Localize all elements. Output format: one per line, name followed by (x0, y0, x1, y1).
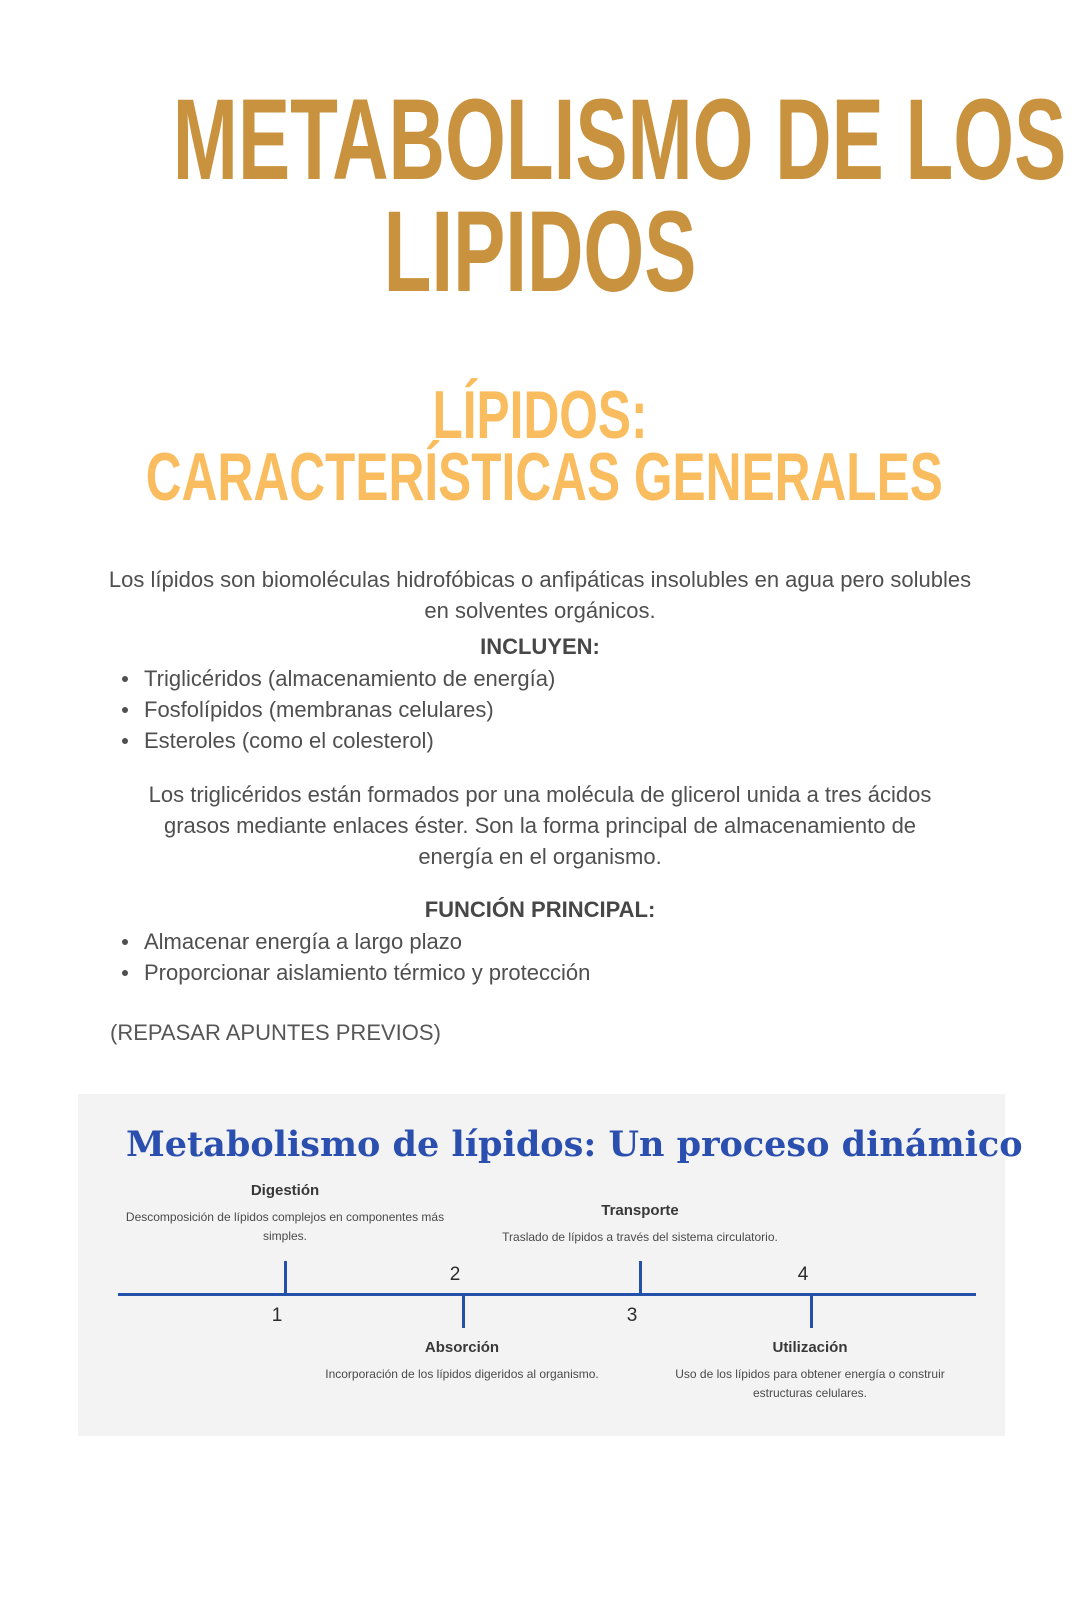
timeline-number-3: 3 (626, 1305, 638, 1326)
list-item-text: Fosfolípidos (membranas celulares) (144, 697, 494, 722)
timeline-tick-2 (462, 1296, 465, 1328)
stage-description: Incorporación de los lípidos digeridos al organismo. (325, 1367, 599, 1381)
stage-utilizacion (645, 1339, 975, 1403)
triglycerides-paragraph: Los triglicéridos están formados por una molécula de glicerol unida a tres ácidos grasos mediante enlaces éster. Son la forma principal de almacenamiento de energía en el organismo. (148, 782, 932, 869)
subtitle-line-2: CARACTERÍSTICAS GENERALES (145, 439, 943, 515)
figure-lipid-metabolism (78, 1094, 1023, 1436)
intro-paragraph: Los lípidos son biomoléculas hidrofóbicas o anfipáticas insolubles en agua pero solubles en solventes orgánicos. (108, 567, 972, 623)
main-title-line-1: METABOLISMO DE LOS (172, 76, 1067, 204)
stage-label: Absorción (424, 1339, 500, 1356)
includes-list (122, 664, 1080, 755)
timeline-number-1: 1 (271, 1305, 283, 1326)
timeline-tick-4 (810, 1296, 813, 1328)
stage-description: Descomposición de lípidos complejos en componentes más simples. (125, 1210, 445, 1243)
timeline-axis (118, 1293, 976, 1296)
stage-digestion (115, 1182, 455, 1246)
figure-title: Metabolismo de lípidos: Un proceso dinámico (126, 1124, 1023, 1165)
stage-transporte (410, 1202, 870, 1247)
main-title-line-2: LIPIDOS (383, 188, 697, 316)
list-item (122, 695, 1080, 724)
list-item (122, 726, 1080, 755)
subtitle-line-1: LÍPIDOS: (432, 377, 648, 453)
list-item (122, 664, 1080, 693)
bullet-icon (122, 707, 128, 713)
function-heading: FUNCIÓN PRINCIPAL: (424, 897, 656, 922)
timeline-tick-1 (284, 1261, 287, 1293)
timeline-number-2: 2 (449, 1264, 461, 1285)
list-item-text: Esteroles (como el colesterol) (144, 728, 434, 753)
main-title (172, 76, 1067, 316)
stage-label: Utilización (772, 1339, 848, 1356)
stage-label: Digestión (250, 1182, 320, 1199)
stage-description: Uso de los lípidos para obtener energía o construir estructuras celulares. (675, 1367, 945, 1400)
list-item (122, 927, 1080, 956)
function-list (122, 927, 1080, 987)
page (0, 76, 1080, 1611)
bullet-icon (122, 676, 128, 682)
stage-absorcion (242, 1339, 682, 1384)
list-item (122, 958, 1080, 987)
review-note: (REPASAR APUNTES PREVIOS) (110, 1020, 441, 1045)
list-item-text: Almacenar energía a largo plazo (144, 929, 462, 954)
bullet-icon (122, 970, 128, 976)
timeline-number-4: 4 (797, 1264, 809, 1285)
bullet-icon (122, 939, 128, 945)
timeline-tick-3 (639, 1261, 642, 1293)
section-subtitle (145, 377, 943, 515)
stage-description: Traslado de lípidos a través del sistema circulatorio. (502, 1230, 778, 1244)
list-item-text: Proporcionar aislamiento térmico y protección (144, 960, 591, 985)
list-item-text: Triglicéridos (almacenamiento de energía) (144, 666, 556, 691)
bullet-icon (122, 738, 128, 744)
includes-heading: INCLUYEN: (480, 634, 600, 659)
stage-label: Transporte (601, 1202, 679, 1219)
